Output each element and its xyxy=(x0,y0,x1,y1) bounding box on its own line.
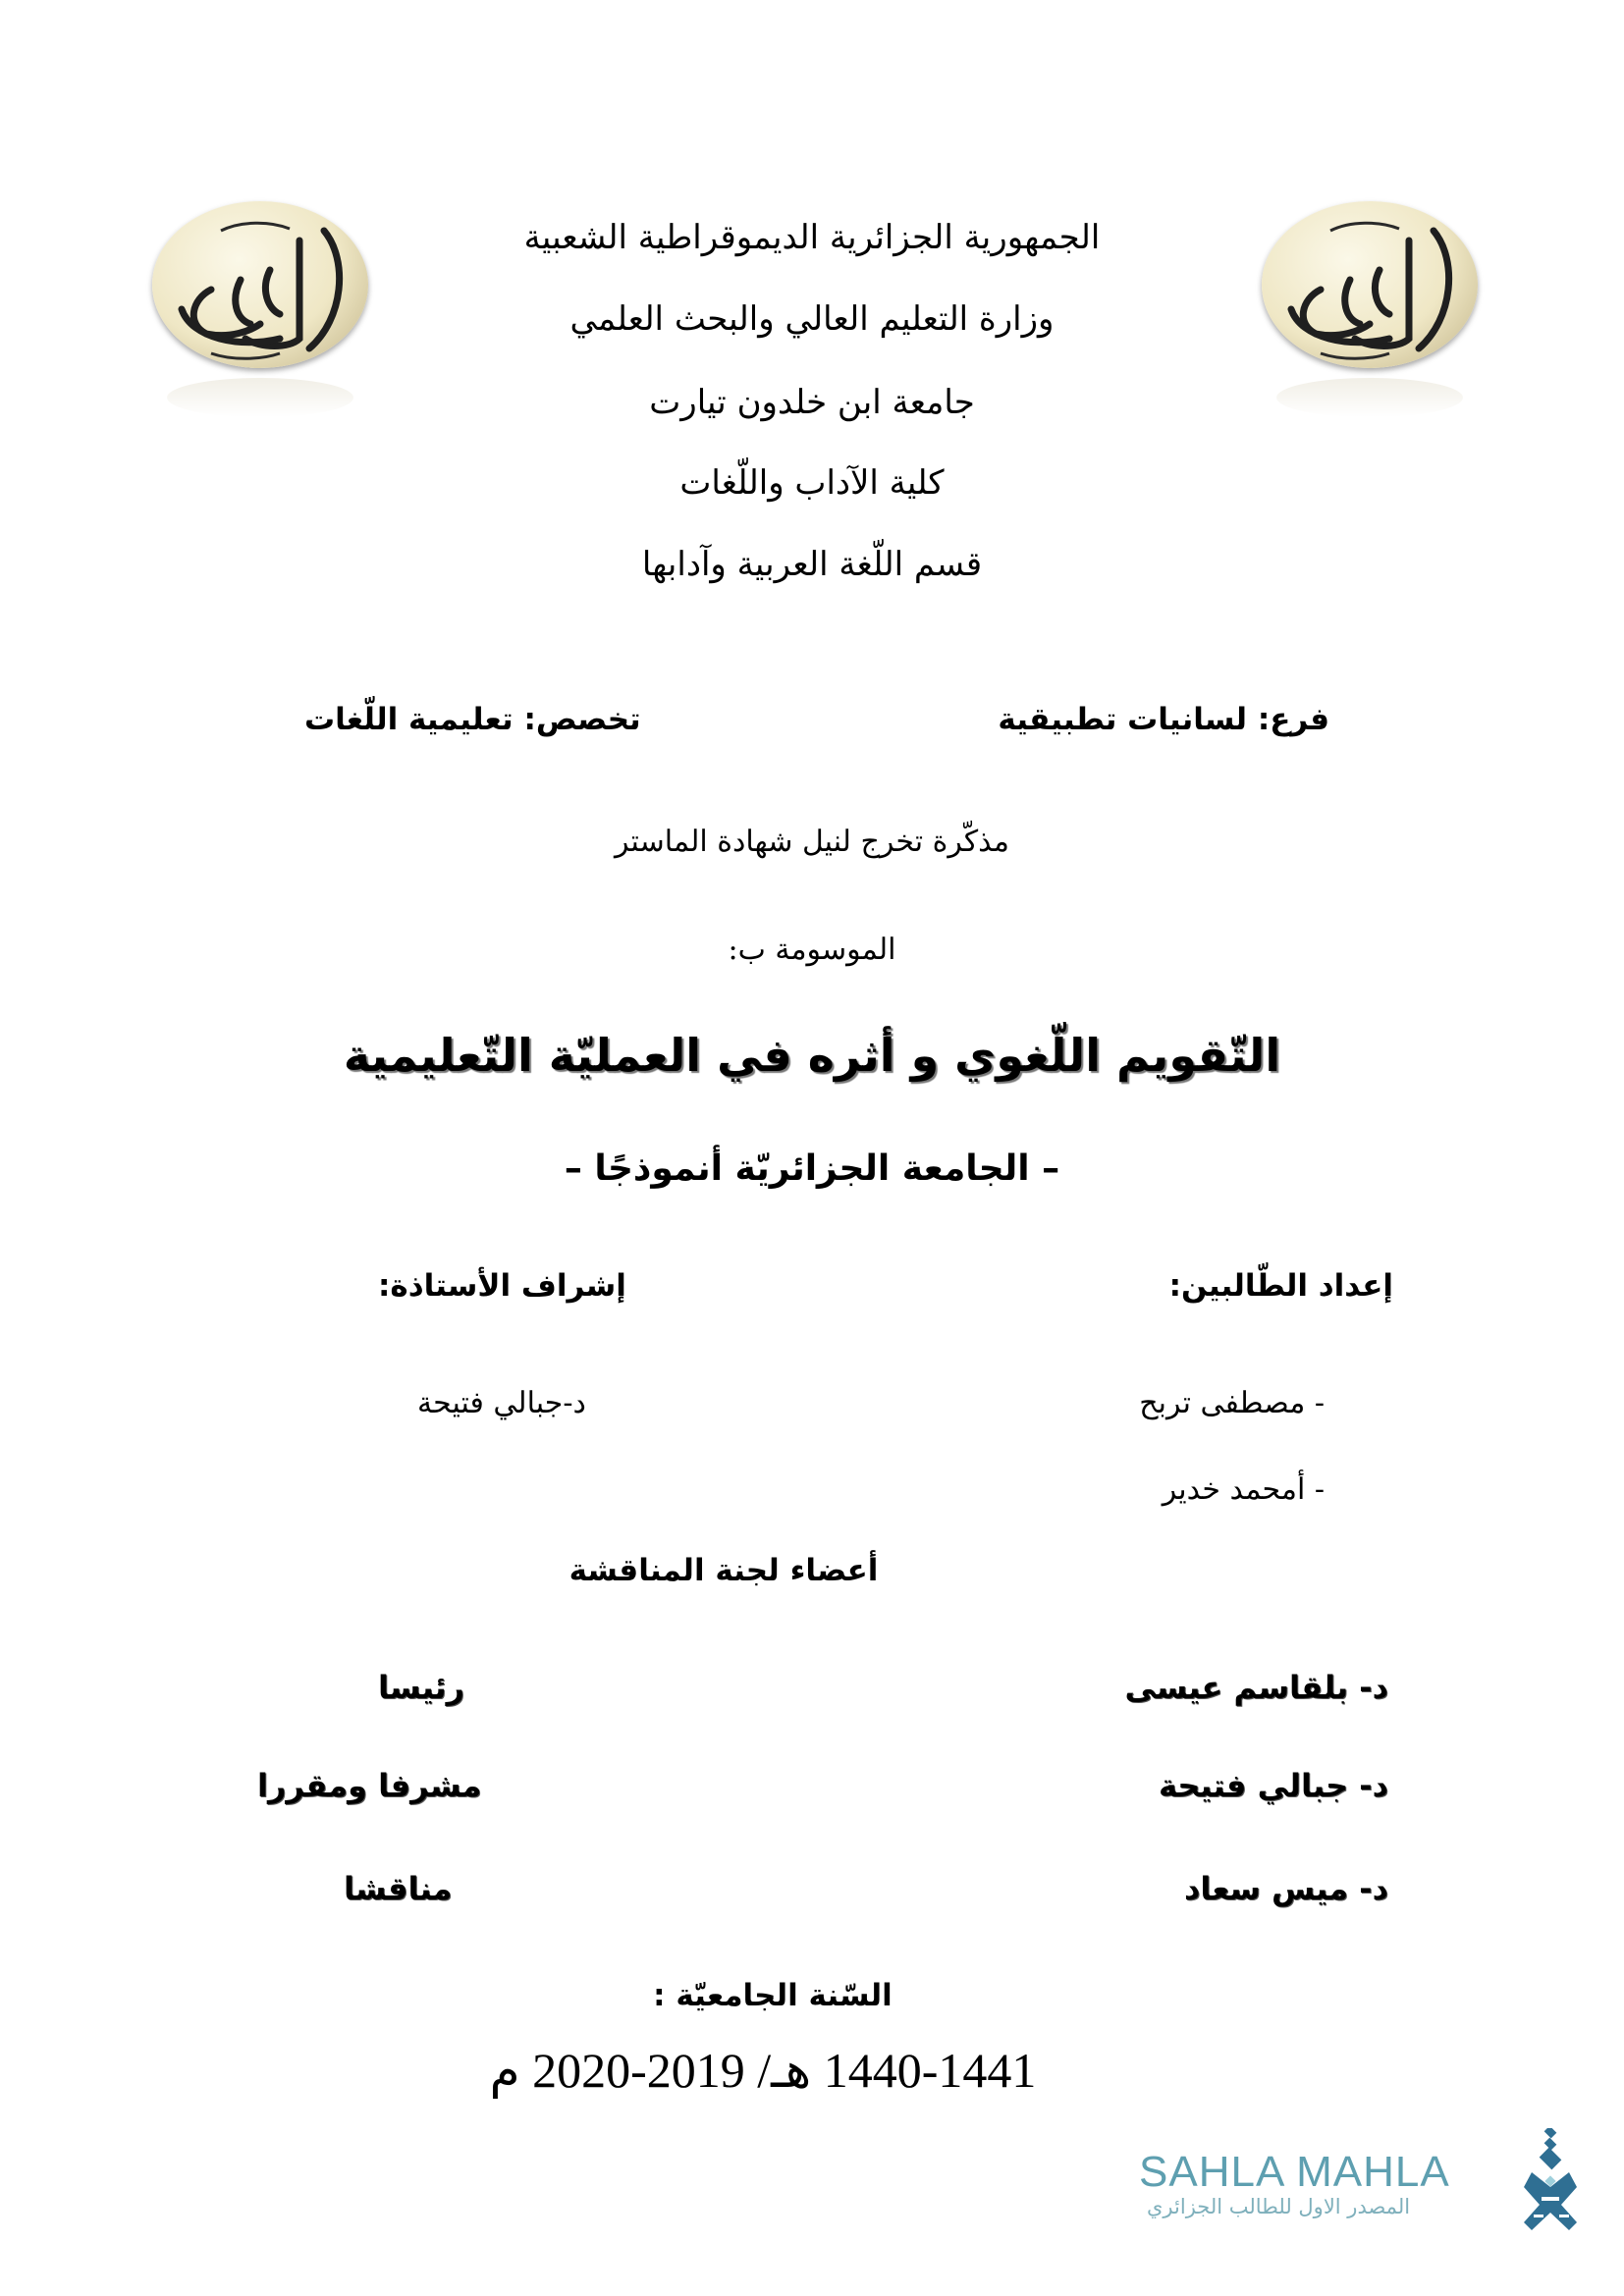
academic-year-label: السّنة الجامعيّة : xyxy=(653,1978,893,2013)
branch-specialty: تخصص: تعليمية اللّغات xyxy=(304,702,641,737)
committee-member-role: رئيسا xyxy=(378,1669,465,1706)
titled-label: الموسومة ب: xyxy=(728,933,896,967)
branch-field: فرع: لسانيات تطبيقية xyxy=(998,702,1329,737)
academic-year-value: 1440-1441 هـ/ 2019-2020 م xyxy=(489,2043,1037,2098)
republic-name: الجمهورية الجزائرية الديموقراطية الشعبية xyxy=(523,218,1101,257)
faculty-name: كلية الآداب واللّغات xyxy=(679,463,945,503)
brand-name: SAHLA MAHLA xyxy=(1139,2148,1450,2196)
committee-heading: أعضاء لجنة المناقشة xyxy=(568,1553,879,1588)
sahla-mahla-logo-icon xyxy=(1522,2128,1581,2236)
sahla-mahla-watermark xyxy=(1139,2148,1591,2226)
supervisor-label: إشراف الأستاذة: xyxy=(378,1268,626,1304)
author-name: - مصطفى تربح xyxy=(1139,1386,1325,1420)
department-name: قسم اللّغة العربية وآدابها xyxy=(641,545,983,584)
authors-label: إعداد الطّالبين: xyxy=(1168,1268,1393,1304)
author-name: - أمحمد خدير xyxy=(1162,1472,1325,1507)
thesis-title: التّقويم اللّغوي و أثره في العمليّة التّعليمية xyxy=(343,1029,1281,1082)
brand-tagline: المصدر الاول للطالب الجزائري xyxy=(1147,2195,1411,2218)
committee-member-name: د- ميس سعاد xyxy=(1183,1870,1388,1907)
thesis-subtitle: – الجامعة الجزائريّة أنموذجًا – xyxy=(564,1148,1060,1189)
university-name: جامعة ابن خلدون تيارت xyxy=(649,383,975,422)
committee-member-name: د- جبالي فتيحة xyxy=(1158,1767,1388,1804)
thesis-type: مذكّرة تخرج لنيل شهادة الماستر xyxy=(615,825,1009,859)
committee-member-role: مناقشا xyxy=(344,1870,453,1907)
committee-member-role: مشرفا ومقررا xyxy=(257,1767,482,1804)
ministry-name: وزارة التعليم العالي والبحث العلمي xyxy=(569,299,1055,339)
supervisor-name: د-جبالي فتيحة xyxy=(417,1386,586,1420)
committee-member-name: د- بلقاسم عيسى xyxy=(1124,1669,1388,1706)
